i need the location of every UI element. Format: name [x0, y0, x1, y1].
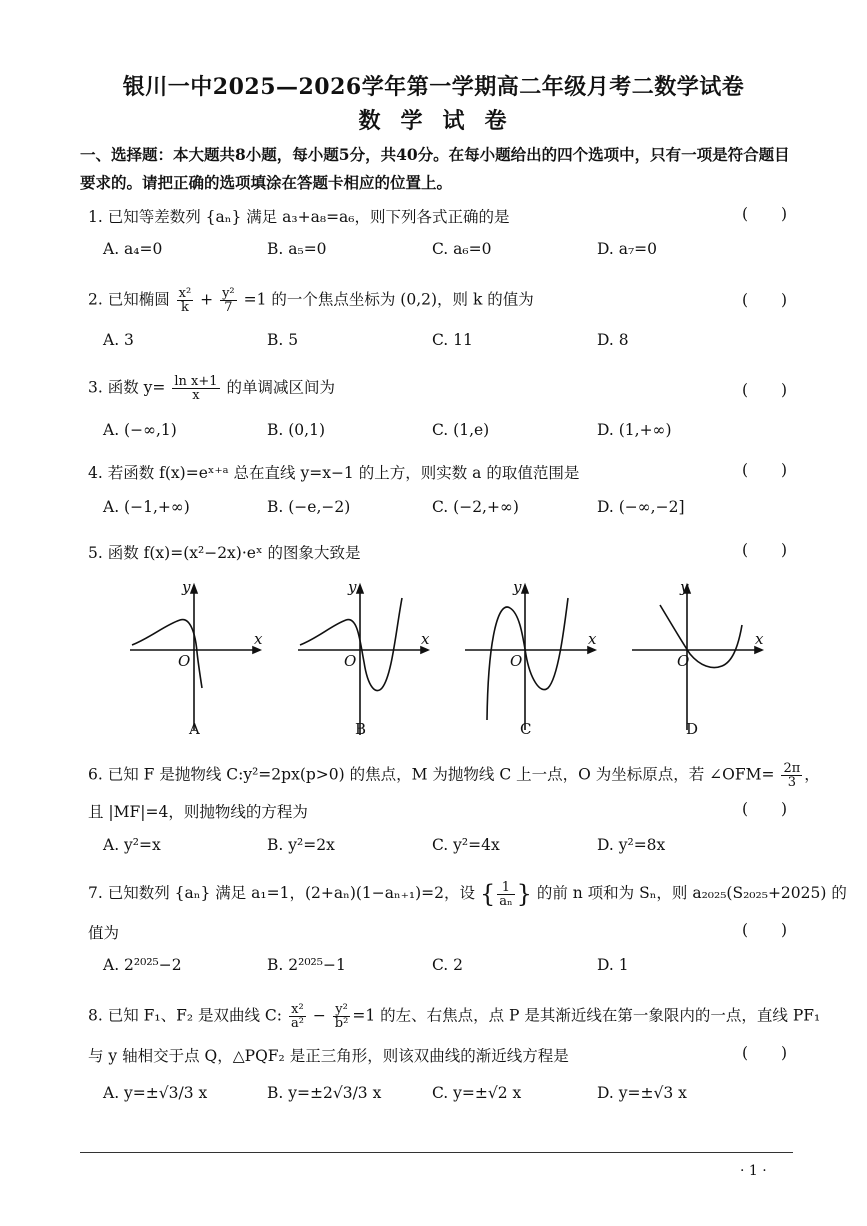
q7-option-b: B. 2²⁰²⁵−1 [267, 956, 346, 974]
question-6-line-1 [88, 762, 820, 789]
q8-option-b: B. y=±2√3/3 x [267, 1084, 382, 1102]
graph-a-x-label: x [254, 630, 263, 648]
exam-title: 银川一中2025—2026学年第一学期高二年级月考二数学试卷 [122, 74, 745, 100]
q2-frac2-num: y² [222, 286, 235, 301]
question-3-stem [88, 375, 335, 402]
q3-stem-pre: 3. 函数 y= [88, 378, 166, 397]
q3-frac [172, 375, 219, 402]
q2-frac2-den: 7 [224, 300, 233, 315]
graph-c-curve [487, 598, 568, 720]
answer-paren-3: ( ) [742, 381, 802, 399]
q4-option-d: D. (−∞,−2] [597, 498, 685, 516]
q7-stem-pre: 7. 已知数列 {aₙ} 满足 a₁=1，(2+aₙ)(1−aₙ₊₁)=2，设 [88, 884, 475, 902]
q8-option-d: D. y=±√3 x [597, 1084, 687, 1102]
question-1-stem: 1. 已知等差数列 {aₙ} 满足 a₃+a₈=a₆，则下列各式正确的是 [88, 208, 510, 226]
graph-d-y-label: y [680, 578, 689, 596]
graph-a-origin-label: O [178, 652, 191, 670]
q1-option-c: C. a₆=0 [432, 240, 492, 258]
q4-option-c: C. (−2,+∞) [432, 498, 519, 516]
question-7-line-1 [88, 880, 847, 908]
q6-frac-den: 3 [787, 775, 796, 790]
answer-paren-6: ( ) [742, 800, 802, 818]
q2-frac-2 [220, 287, 237, 314]
answer-paren-1: ( ) [742, 205, 802, 223]
q3-frac-num: ln x+1 [174, 374, 218, 389]
q2-option-b: B. 5 [267, 331, 299, 349]
q7-left-brace: { [479, 880, 496, 908]
question-5-stem: 5. 函数 f(x)=(x²−2x)·eˣ 的图象大致是 [88, 544, 361, 562]
q2-frac-1 [177, 287, 194, 314]
graph-c-y-label: y [513, 578, 522, 596]
graph-c [465, 585, 595, 730]
question-7-line-2: 值为 [88, 924, 120, 942]
q7-frac-num: 1 [497, 881, 514, 895]
graph-a [130, 585, 263, 730]
graph-b-origin-label: O [344, 652, 357, 670]
graph-b-x-label: x [421, 630, 430, 648]
q6-stem-post: ， [804, 765, 820, 784]
graph-c-caption: C [520, 720, 532, 738]
question-6-line-2: 且 |MF|=4，则抛物线的方程为 [88, 803, 308, 821]
q4-option-a: A. (−1,+∞) [103, 498, 190, 516]
q6-option-a: A. y²=x [103, 836, 161, 854]
graph-a-curve [132, 620, 202, 688]
q6-stem-pre: 6. 已知 F 是抛物线 C:y²=2px(p>0) 的焦点，M 为抛物线 C 上一点，O 为坐标原点，若 ∠OFM= [88, 765, 775, 784]
q7-option-c: C. 2 [432, 956, 464, 974]
graph-b [298, 585, 428, 735]
q8-frac1-num: x² [289, 1003, 306, 1017]
q3-option-d: D. (1,+∞) [597, 421, 672, 439]
q2-plus: + [200, 290, 214, 309]
graph-d-x-label: x [755, 630, 764, 648]
q8-frac1-den: a² [290, 1016, 304, 1031]
graph-c-origin-label: O [510, 652, 523, 670]
graph-a-y-label: y [182, 578, 191, 596]
q8-frac-2 [333, 1003, 351, 1030]
q8-frac-1 [289, 1003, 306, 1030]
q2-stem-pre: 2. 已知椭圆 [88, 290, 170, 309]
section-heading: 一、选择题：本大题共8小题，每小题5分，共40分。在每小题给出的四个选项中，只有一项是符合题目要求的。请把正确的选项填涂在答题卡相应的位置上。 [80, 145, 790, 192]
q3-stem-post: 的单调减区间为 [226, 378, 335, 397]
answer-paren-2: ( ) [742, 291, 802, 309]
question-2-stem [88, 287, 534, 314]
q3-option-a: A. (−∞,1) [103, 421, 177, 439]
q8-frac2-num: y² [333, 1003, 351, 1017]
q8-stem-pre: 8. 已知 F₁、F₂ 是双曲线 C: [88, 1006, 283, 1025]
q2-frac1-num: x² [178, 286, 192, 301]
graph-b-caption: B [355, 720, 367, 738]
question-8-line-1 [88, 1003, 820, 1030]
graph-d [632, 585, 762, 730]
q3-option-c: C. (1,e) [432, 421, 490, 439]
q7-option-a: A. 2²⁰²⁵−2 [103, 956, 182, 974]
q1-option-d: D. a₇=0 [597, 240, 658, 258]
graph-a-caption: A [189, 720, 200, 738]
q8-option-c: C. y=±√2 x [432, 1084, 522, 1102]
q6-frac-num: 2π [783, 761, 801, 776]
graph-d-origin-label: O [677, 652, 690, 670]
answer-paren-5: ( ) [742, 541, 802, 559]
q1-option-b: B. a₅=0 [267, 240, 327, 258]
graph-d-curve [660, 605, 742, 668]
graph-c-x-label: x [588, 630, 597, 648]
exam-subtitle: 数学试卷 [358, 108, 527, 134]
answer-paren-8: ( ) [742, 1044, 802, 1062]
footer-divider [80, 1152, 793, 1153]
q7-option-d: D. 1 [597, 956, 629, 974]
q7-frac-den: aₙ [499, 893, 513, 909]
answer-paren-7: ( ) [742, 921, 802, 939]
q3-option-b: B. (0,1) [267, 421, 325, 439]
page-number: · 1 · [740, 1163, 767, 1179]
q8-frac2-den: b² [334, 1016, 349, 1031]
question-8-line-2: 与 y 轴相交于点 Q，△PQF₂ 是正三角形，则该双曲线的渐近线方程是 [88, 1047, 569, 1065]
question-4-stem: 4. 若函数 f(x)=eˣ⁺ᵃ 总在直线 y=x−1 的上方，则实数 a 的取值范围是 [88, 464, 580, 482]
graph-d-caption: D [686, 720, 699, 738]
q2-option-a: A. 3 [103, 331, 134, 349]
q6-option-b: B. y²=2x [267, 836, 335, 854]
q6-option-c: C. y²=4x [432, 836, 500, 854]
q6-option-d: D. y²=8x [597, 836, 666, 854]
q6-frac [781, 762, 802, 789]
q2-option-d: D. 8 [597, 331, 629, 349]
q1-option-a: A. a₄=0 [103, 240, 163, 258]
graph-c-y-arrow [522, 585, 528, 593]
q2-option-c: C. 11 [432, 331, 473, 349]
graph-a-y-arrow [191, 585, 197, 593]
q2-frac1-den: k [180, 300, 189, 315]
q3-frac-den: x [192, 388, 200, 403]
q2-stem-post: =1 的一个焦点坐标为 (0,2)，则 k 的值为 [243, 290, 534, 309]
q7-frac [497, 881, 514, 908]
q7-stem-post: 的前 n 项和为 Sₙ，则 a₂₀₂₅(S₂₀₂₅+2025) 的 [536, 884, 847, 902]
q8-stem-post: =1 的左、右焦点，点 P 是其渐近线在第一象限内的一点，直线 PF₁ [352, 1006, 821, 1025]
graph-b-curve [300, 598, 402, 691]
q4-option-b: B. (−e,−2) [267, 498, 351, 516]
q8-option-a: A. y=±√3/3 x [103, 1084, 208, 1102]
q7-right-brace: } [516, 880, 532, 908]
q8-minus: − [312, 1006, 326, 1025]
graph-b-y-arrow [357, 585, 363, 593]
graph-b-y-label: y [348, 578, 357, 596]
answer-paren-4: ( ) [742, 461, 802, 479]
